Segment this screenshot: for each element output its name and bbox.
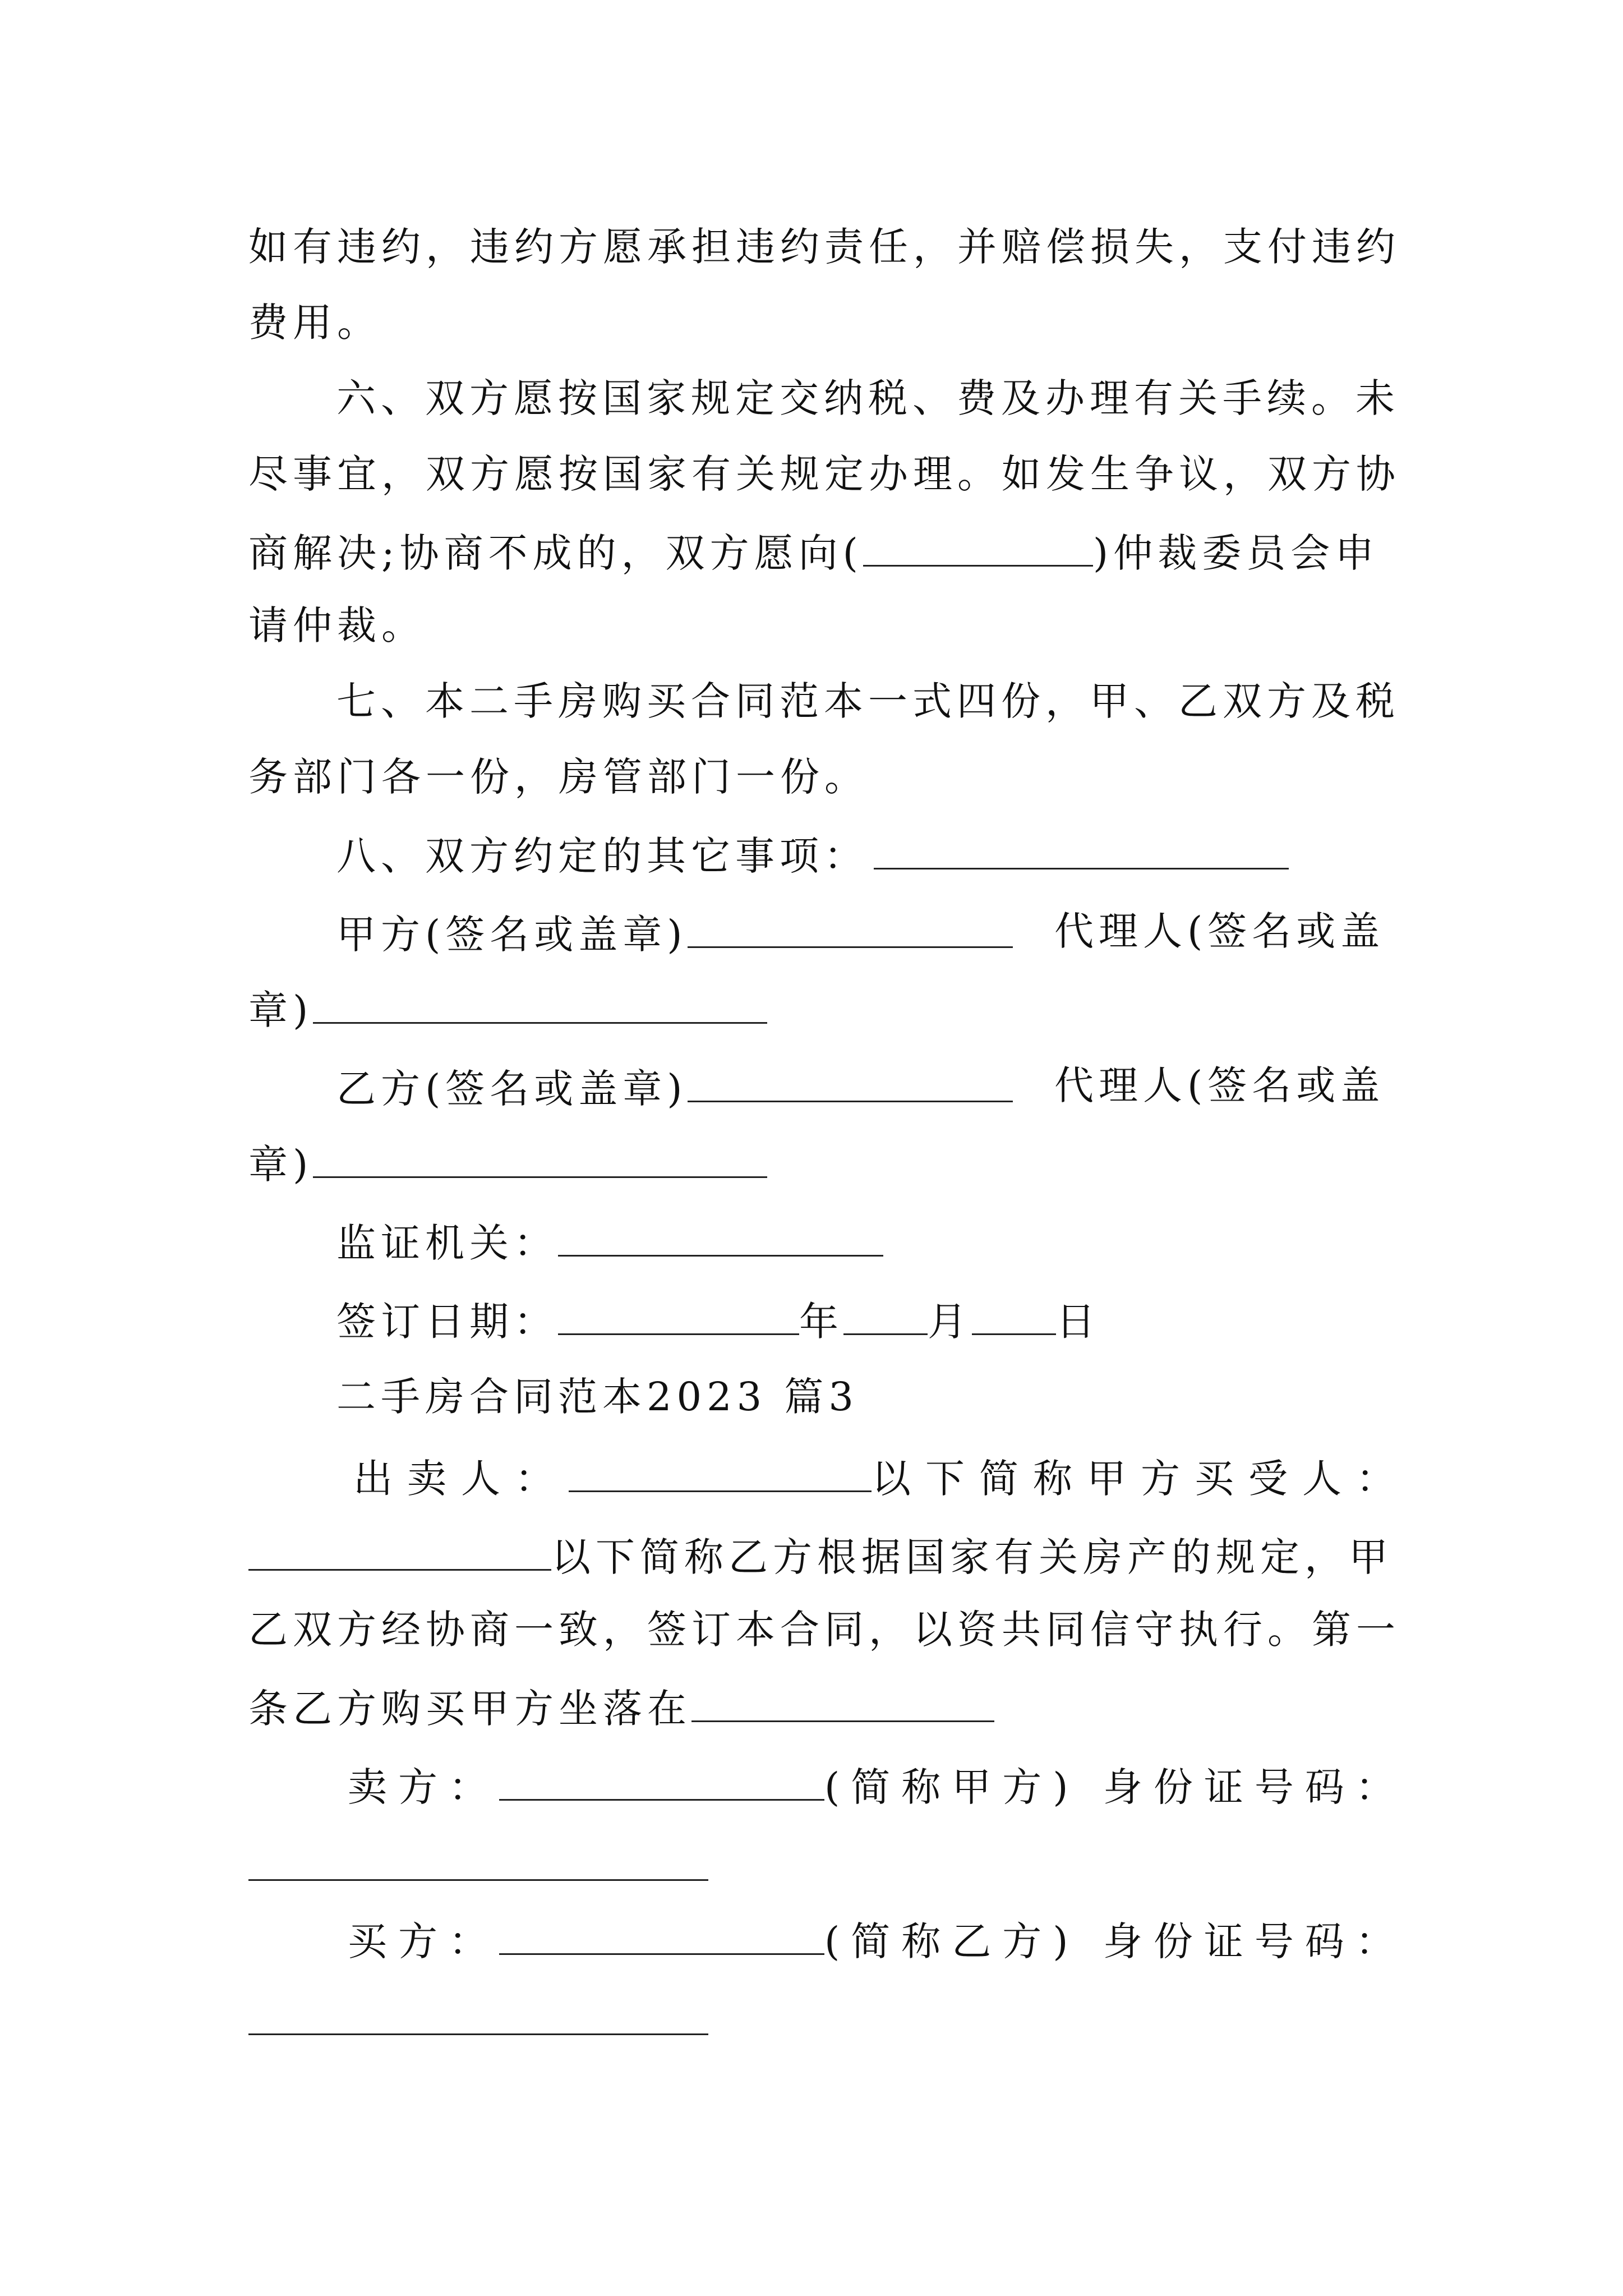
text-line: 代理人(签名或盖	[1054, 908, 1385, 954]
text-segment: 日	[1056, 1299, 1100, 1345]
text-segment: 章)	[248, 1142, 313, 1188]
text-line	[348, 1764, 1406, 1810]
text-line: 务部门各一份，房管部门一份。	[248, 754, 869, 800]
blank-field	[313, 987, 767, 1024]
text-segment: 八、双方约定的其它事项：	[336, 833, 868, 879]
blank-field	[499, 1918, 824, 1955]
text-line	[353, 1456, 1410, 1502]
text-segment: 章)	[248, 987, 313, 1033]
text-segment: (简称乙方) 身份证号码：	[824, 1918, 1406, 1964]
text-segment: 出卖人：	[353, 1456, 569, 1502]
text-segment: 月	[928, 1299, 972, 1345]
blank-field	[688, 912, 1013, 948]
text-segment: 以下简称乙方根据国家有关房产的规定，甲	[551, 1534, 1393, 1580]
blank-field	[874, 833, 1289, 869]
text-line: 七、本二手房购买合同范本一式四份，甲、乙双方及税	[336, 678, 1400, 724]
text-segment: (简称甲方) 身份证号码：	[824, 1764, 1406, 1810]
text-segment: 甲方(签名或盖章)	[336, 912, 688, 958]
blank-field	[558, 1299, 799, 1335]
text-line: 请仲裁。	[248, 602, 426, 648]
text-line: 如有违约，违约方愿承担违约责任，并赔偿损失，支付违约	[248, 224, 1400, 270]
blank-field	[691, 1686, 994, 1722]
blank-field	[499, 1764, 824, 1801]
text-line: 乙双方经协商一致，签订本合同，以资共同信守执行。第一	[248, 1607, 1400, 1653]
text-line	[248, 987, 1387, 1033]
text-line	[336, 833, 1387, 879]
blank-field	[863, 530, 1093, 567]
text-segment: 签订日期：	[336, 1299, 558, 1345]
text-segment: )仲裁委员会申	[1092, 530, 1380, 576]
text-line: 代理人(签名或盖	[1054, 1062, 1385, 1108]
text-segment: 卖方：	[348, 1764, 499, 1810]
text-line	[348, 1918, 1406, 1964]
blank-field	[248, 1534, 551, 1571]
text-segment: 买方：	[348, 1918, 499, 1964]
text-line: 六、双方愿按国家规定交纳税、费及办理有关手续。未	[336, 375, 1400, 421]
text-line: 尽事宜，双方愿按国家有关规定办理。如发生争议，双方协	[248, 451, 1400, 497]
text-segment: 年	[799, 1299, 843, 1345]
blank-field	[248, 1879, 708, 1881]
text-line	[248, 1142, 1387, 1188]
blank-field	[248, 2033, 708, 2035]
text-segment: 乙方(签名或盖章)	[336, 1066, 688, 1112]
blank-field	[569, 1456, 872, 1492]
text-segment: 条乙方购买甲方坐落在	[248, 1686, 691, 1732]
text-segment: 以下简称甲方买受人：	[872, 1456, 1410, 1502]
blank-field	[558, 1220, 883, 1257]
section-heading: 二手房合同范本2023 篇3	[336, 1374, 859, 1420]
blank-field	[843, 1299, 928, 1335]
text-segment: 监证机关：	[336, 1220, 558, 1266]
text-line: 费用。	[248, 300, 381, 346]
text-line	[248, 1534, 1393, 1580]
text-line	[248, 530, 1387, 576]
text-line	[336, 1299, 1387, 1345]
text-segment: 商解决;协商不成的，双方愿向(	[248, 530, 863, 576]
text-line	[248, 1686, 1387, 1732]
blank-field	[313, 1142, 767, 1178]
blank-field	[972, 1299, 1056, 1335]
text-line	[336, 1220, 1387, 1266]
blank-field	[688, 1066, 1013, 1102]
